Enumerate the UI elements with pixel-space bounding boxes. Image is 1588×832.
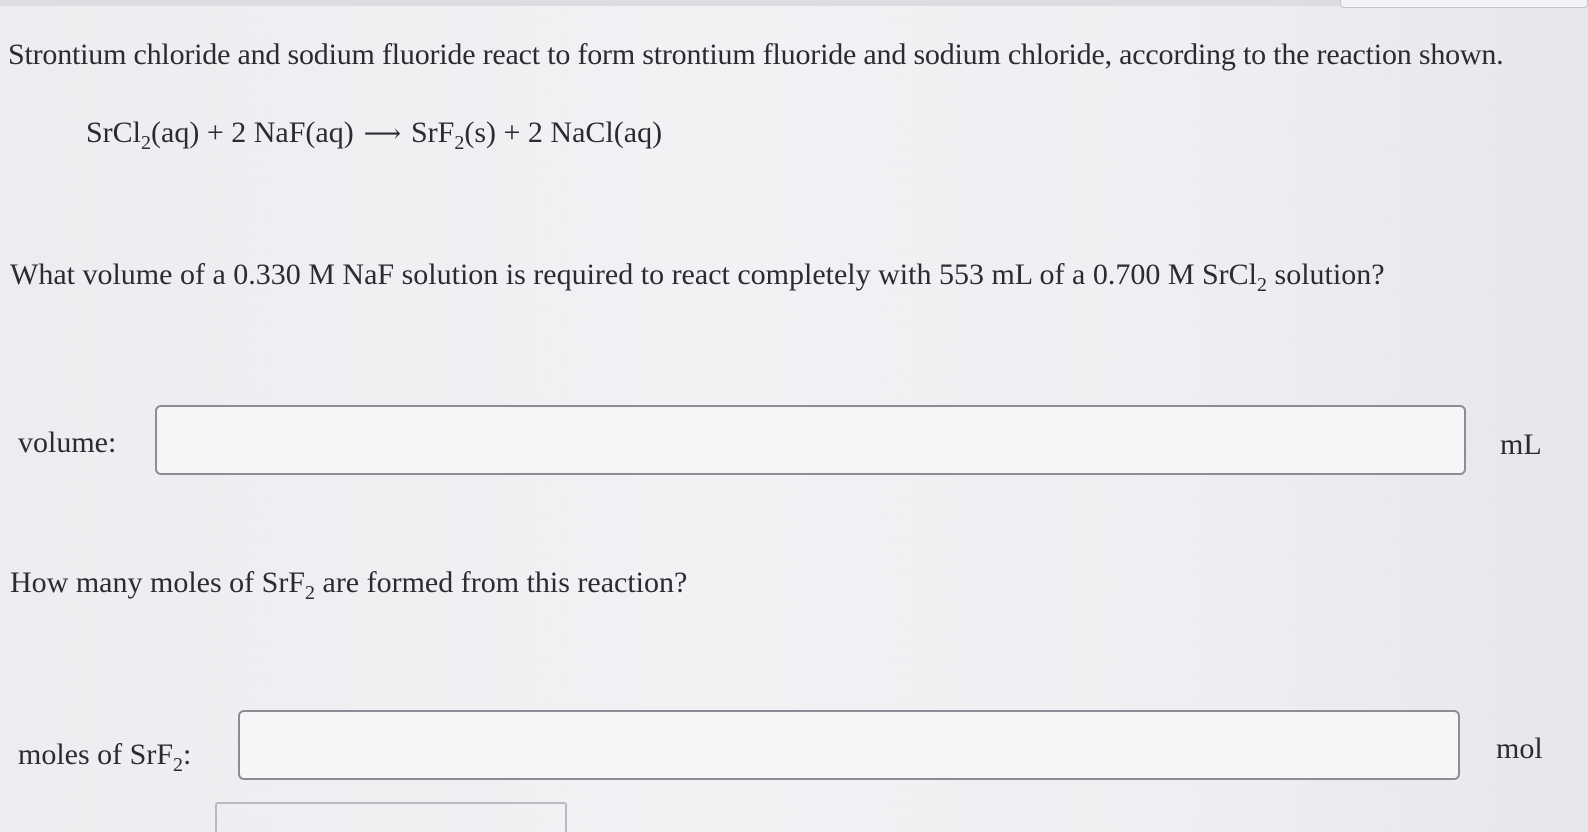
product-subscript: 2 bbox=[454, 132, 465, 154]
problem-intro: Strontium chloride and sodium fluoride react to form strontium fluoride and sodium chloride, according to the reaction shown. bbox=[8, 38, 1504, 71]
moles-label-colon: : bbox=[183, 738, 192, 771]
moles-label-text: moles of SrF bbox=[18, 738, 174, 771]
volume-label: volume: bbox=[18, 426, 117, 459]
volume-unit: mL bbox=[1500, 428, 1542, 461]
top-tab-edge bbox=[1340, 0, 1588, 8]
question-volume-tail: solution? bbox=[1267, 258, 1385, 291]
question-moles-tail: are formed from this reaction? bbox=[315, 566, 688, 599]
next-element-edge bbox=[215, 802, 567, 832]
reactant-formula: SrCl bbox=[86, 116, 142, 149]
question-moles-text: How many moles of SrF bbox=[10, 566, 305, 599]
moles-label bbox=[18, 738, 192, 776]
reaction-equation bbox=[86, 116, 663, 154]
product-formula: SrF bbox=[411, 116, 455, 149]
volume-input[interactable] bbox=[155, 405, 1466, 475]
reaction-arrow-icon: ⟶ bbox=[363, 119, 401, 148]
moles-unit: mol bbox=[1496, 732, 1543, 765]
question-moles-subscript: 2 bbox=[305, 582, 315, 604]
product-state: (s) + 2 NaCl(aq) bbox=[464, 116, 663, 149]
reactant-state: (aq) + 2 NaF(aq) bbox=[151, 116, 354, 149]
moles-label-subscript: 2 bbox=[173, 754, 184, 776]
moles-input[interactable] bbox=[238, 710, 1460, 780]
question-volume-subscript: 2 bbox=[1257, 274, 1268, 296]
reactant-subscript: 2 bbox=[141, 132, 152, 154]
question-moles bbox=[10, 566, 688, 604]
question-volume-text: What volume of a 0.330 M NaF solution is required to react completely with 553 mL of a 0.700 M SrCl bbox=[10, 258, 1258, 291]
question-volume bbox=[10, 258, 1385, 296]
